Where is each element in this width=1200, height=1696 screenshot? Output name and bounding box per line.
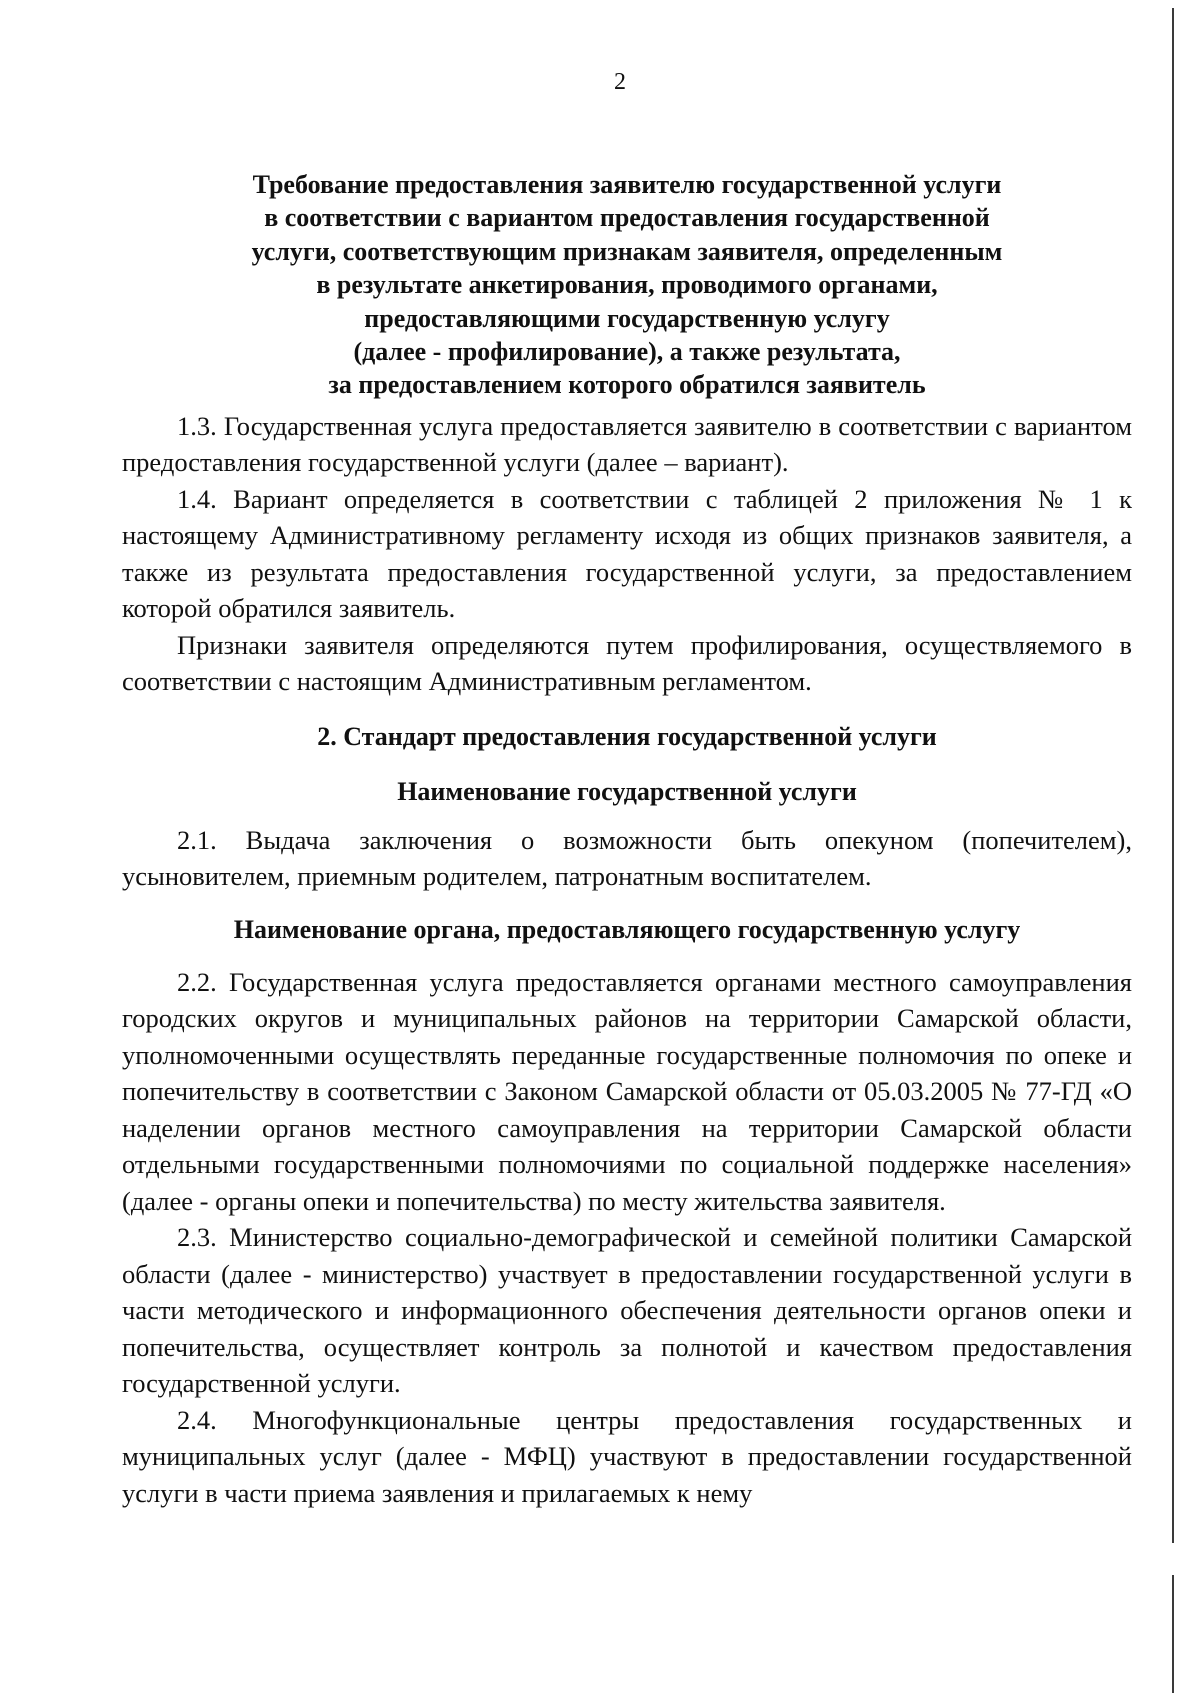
main-heading	[122, 168, 1132, 402]
main-heading-line: предоставляющими государственную услугу	[364, 303, 890, 333]
main-heading-line: услуги, соответствующим признакам заявителя, определенным	[251, 236, 1003, 266]
paragraph-2-2: 2.2. Государственная услуга предоставляется органами местного самоуправления городских округов и муниципальных районов на территории Самарской области, уполномоченными осуществлять переданные государственные полномочия по опеке и попечительству в соответствии с Законом Самарской области от 05.03.2005 № 77-ГД «О наделении органов местного самоуправления на территории Самарской области отдельными государственными полномочиями по социальной поддержке населения» (далее - органы опеки и попечительства) по месту жительства заявителя.	[122, 966, 1132, 1216]
main-heading-line: в результате анкетирования, проводимого органами,	[316, 270, 938, 300]
paragraph-2-3: 2.3. Министерство социально-демографической и семейной политики Самарской области (далее - министерство) участвует в предоставлении государственной услуги в части методического и информационного обеспечения деятельности органов опеки и попечительства, осуществляет контроль за полнотой и качеством предоставления государственной услуги.	[122, 1222, 1132, 1399]
section-2-title: 2. Стандарт предоставления государственной услуги	[317, 721, 937, 751]
main-heading-line: (далее - профилирование), а также результата,	[353, 337, 901, 367]
main-heading-line: Требование предоставления заявителю государственной услуги	[252, 170, 1002, 199]
paragraph-profiling: Признаки заявителя определяются путем профилирования, осуществляемого в соответствии с настоящим Административным регламентом.	[122, 629, 1132, 697]
document-body	[122, 168, 1132, 1511]
main-heading-line: в соответствии с вариантом предоставления государственной	[264, 203, 990, 233]
paragraph-2-4: 2.4. Многофункциональные центры предоставления государственных и муниципальных услуг (далее - МФЦ) участвуют в предоставлении государственной услуги в части приема заявления и прилагаемых к нему	[122, 1404, 1132, 1508]
main-heading-line: за предоставлением которого обратился заявитель	[328, 370, 926, 400]
organ-name-title: Наименование органа, предоставляющего государственную услугу	[233, 914, 1021, 944]
scan-edge-line	[1172, 8, 1174, 1543]
service-name-title: Наименование государственной услуги	[397, 776, 857, 806]
page-number: 2	[614, 69, 626, 95]
paragraph-1-4: 1.4. Вариант определяется в соответствии с таблицей 2 приложения № 1 к настоящему Административному регламенту исходя из общих признаков заявителя, а также из результата предоставления государственной услуги, за предоставлением которой обратился заявитель.	[122, 483, 1132, 624]
paragraph-2-1: 2.1. Выдача заключения о возможности быть опекуном (попечителем), усыновителем, приемным родителем, патронатным воспитателем.	[122, 824, 1132, 892]
scan-edge-line-lower	[1172, 1575, 1174, 1693]
paragraph-1-3: 1.3. Государственная услуга предоставляется заявителю в соответствии с вариантом предоставления государственной услуги (далее – вариант).	[122, 410, 1132, 478]
